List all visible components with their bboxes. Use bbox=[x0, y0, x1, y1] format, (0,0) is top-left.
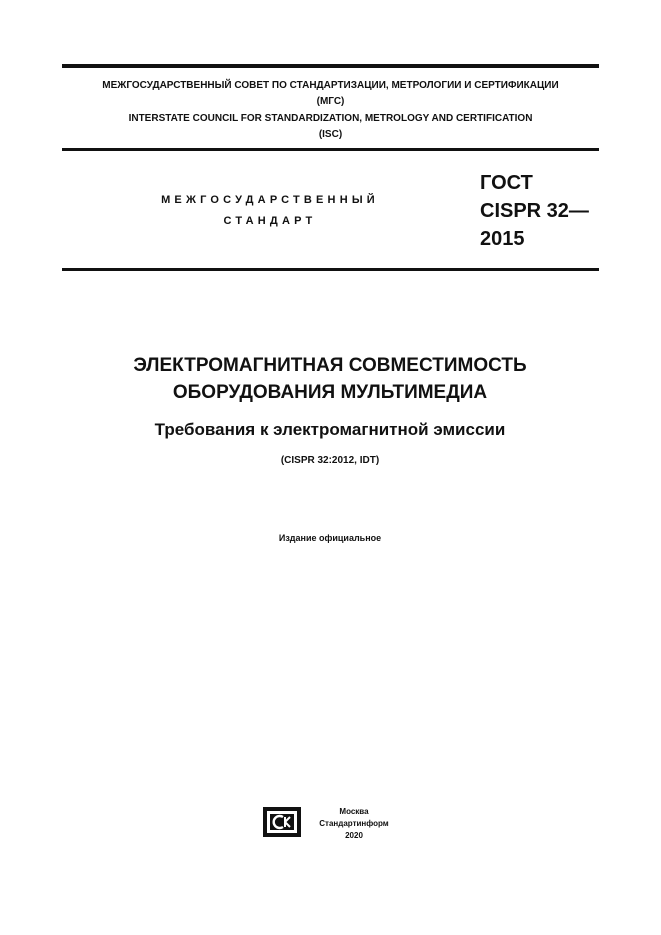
standartinform-logo-icon bbox=[263, 807, 301, 837]
standard-kind-line1: МЕЖГОСУДАРСТВЕННЫЙ bbox=[161, 194, 379, 206]
publisher-year: 2020 bbox=[345, 831, 363, 840]
international-reference: (CISPR 32:2012, IDT) bbox=[280, 455, 380, 466]
middle-divider bbox=[62, 148, 599, 151]
bottom-divider bbox=[62, 268, 599, 271]
document-subtitle: Требования к электромагнитной эмиссии bbox=[154, 420, 506, 439]
document-title bbox=[40, 352, 620, 406]
publisher-block bbox=[306, 806, 402, 842]
council-name-ru bbox=[62, 78, 599, 110]
publisher-city: Москва bbox=[339, 807, 369, 816]
top-divider bbox=[62, 64, 599, 68]
edition-note: Издание официальное bbox=[278, 533, 382, 543]
standard-kind-line2: СТАНДАРТ bbox=[223, 215, 317, 227]
gost-line3: 2015 bbox=[480, 228, 525, 250]
publisher-name: Стандартинформ bbox=[319, 819, 389, 828]
council-name-en bbox=[62, 111, 599, 143]
title-line2: ОБОРУДОВАНИЯ МУЛЬТИМЕДИА bbox=[172, 382, 488, 403]
council-ru-line1: МЕЖГОСУДАРСТВЕННЫЙ СОВЕТ ПО СТАНДАРТИЗАЦИИ, МЕТРОЛОГИИ И СЕРТИФИКАЦИИ bbox=[102, 80, 559, 91]
council-en-line2: (ISC) bbox=[318, 129, 343, 140]
gost-line1: ГОСТ bbox=[480, 172, 533, 194]
gost-line2: CISPR 32— bbox=[480, 200, 589, 222]
council-ru-line2: (МГС) bbox=[316, 96, 345, 107]
council-en-line1: INTERSTATE COUNCIL FOR STANDARDIZATION, METROLOGY AND CERTIFICATION bbox=[128, 113, 533, 124]
title-line1: ЭЛЕКТРОМАГНИТНАЯ СОВМЕСТИМОСТЬ bbox=[133, 355, 527, 376]
gost-designation bbox=[480, 169, 589, 253]
